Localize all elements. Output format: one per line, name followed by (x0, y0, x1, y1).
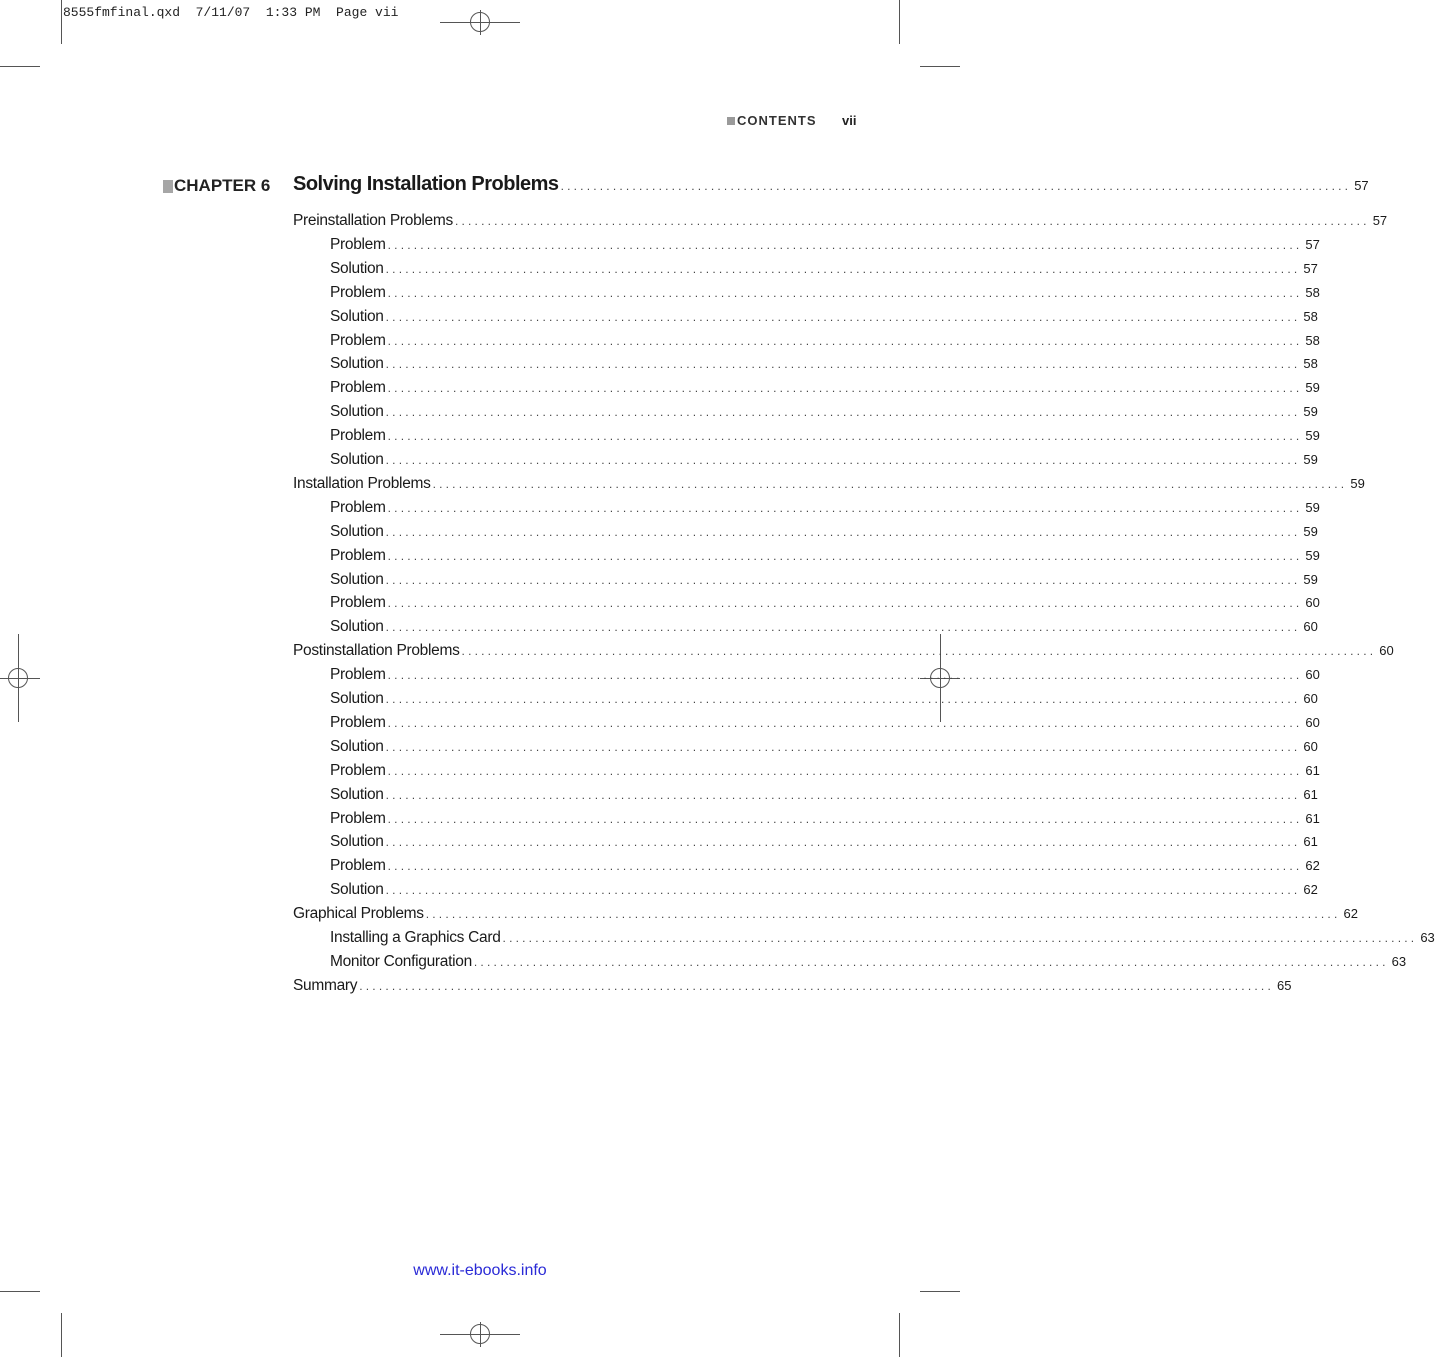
dot-leader: ............................................................................................................................................ (425, 907, 1341, 922)
toc-entry-title: Solution (330, 522, 384, 540)
toc-entry[interactable] (330, 952, 1407, 971)
toc-entry-page: 58 (1305, 332, 1320, 348)
toc-entry-page: 61 (1305, 810, 1320, 826)
dot-leader: ............................................................................................................................................ (385, 453, 1301, 467)
toc-entry[interactable] (330, 498, 1320, 517)
toc-entry-title: Problem (330, 809, 386, 827)
toc-entry-title: Installation Problems (293, 474, 431, 492)
toc-entry-page: 62 (1303, 882, 1318, 898)
toc-entry-page: 59 (1350, 475, 1365, 491)
toc-entry-title: Problem (330, 857, 386, 875)
dot-leader: ............................................................................................................................................ (387, 811, 1303, 826)
toc-entry-title: Solution (330, 881, 384, 899)
dot-leader: ............................................................................................................................................ (385, 261, 1301, 276)
toc-entry-title: Solution (330, 833, 384, 851)
toc-entry[interactable] (293, 976, 1292, 995)
toc-entry[interactable] (330, 355, 1318, 373)
toc-entry[interactable] (330, 618, 1318, 636)
dot-leader: ............................................................................................................................................ (387, 381, 1303, 396)
toc-entry-page: 62 (1343, 906, 1358, 922)
toc-entry[interactable] (330, 833, 1318, 851)
toc-entry[interactable] (330, 881, 1318, 899)
toc-entry[interactable] (330, 570, 1318, 589)
toc-entry-page: 59 (1305, 428, 1320, 444)
toc-entry-title: Solution (330, 737, 384, 755)
toc-entry[interactable] (330, 713, 1320, 732)
toc-entry-title: Solution (330, 690, 384, 707)
header-section-label: CONTENTS (737, 113, 817, 128)
print-slug: 8555fmfinal.qxd 7/11/07 1:33 PM Page vii (63, 5, 399, 20)
toc-entry[interactable] (330, 331, 1320, 350)
toc-entry-page: 57 (1303, 260, 1318, 276)
toc-entry-page: 59 (1303, 404, 1318, 420)
square-bullet-icon (163, 180, 173, 193)
dot-leader: ............................................................................................................................................ (385, 572, 1301, 587)
toc-entry-page: 61 (1303, 786, 1318, 802)
toc-entry-page: 59 (1305, 380, 1320, 396)
toc-entry-title: Solution (330, 451, 384, 468)
toc-entry-title: Monitor Configuration (330, 952, 472, 970)
toc-entry-title: Postinstallation Problems (293, 642, 460, 660)
dot-leader: ............................................................................................................................................ (387, 763, 1303, 778)
dot-leader: ............................................................................................................................................ (461, 644, 1377, 659)
dot-leader: ............................................................................................................................................ (387, 859, 1303, 874)
toc-entry-page: 63 (1420, 930, 1435, 945)
toc-entry[interactable] (330, 283, 1320, 302)
toc-entry-page: 59 (1303, 523, 1318, 539)
dot-leader: ............................................................................................................................................ (385, 524, 1301, 539)
dot-leader: ............................................................................................................................................ (387, 285, 1303, 300)
toc-entry-title: Problem (330, 235, 386, 253)
toc-entry-page: 60 (1303, 738, 1318, 754)
toc-entry-title: Problem (330, 498, 386, 516)
toc-entry-page: 60 (1305, 667, 1320, 683)
toc-entry-title: Problem (330, 546, 386, 564)
toc-entry[interactable] (330, 451, 1318, 469)
toc-entry-page: 60 (1303, 691, 1318, 706)
toc-entry-title: Problem (330, 331, 386, 349)
toc-entry-page: 61 (1303, 834, 1318, 850)
dot-leader: ............................................................................................................................................ (502, 931, 1418, 945)
toc-entry[interactable] (293, 474, 1365, 493)
dot-leader: ............................................................................................................................................ (385, 405, 1301, 420)
toc-entry-title: Solution (330, 403, 384, 421)
toc-entry-page: 59 (1303, 571, 1318, 587)
toc-entry-title: Preinstallation Problems (293, 212, 453, 229)
toc-entry-title: Solution (330, 355, 384, 373)
toc-entry-page: 59 (1305, 499, 1320, 515)
toc-entry[interactable] (330, 427, 1320, 445)
dot-leader: ............................................................................................................................................ (387, 715, 1303, 730)
toc-entry-page: 60 (1305, 714, 1320, 730)
toc-entry-title: Solution (330, 785, 384, 803)
dot-leader: ............................................................................................................................................ (473, 954, 1389, 969)
toc-entry-page: 59 (1305, 547, 1320, 563)
toc-entry-title: Problem (330, 379, 386, 397)
toc-entry-page: 65 (1276, 977, 1292, 993)
dot-leader: ............................................................................................................................................ (359, 978, 1274, 993)
dot-leader: ............................................................................................................................................ (387, 333, 1303, 348)
toc-entry[interactable] (330, 403, 1318, 421)
toc-entry[interactable] (330, 737, 1318, 756)
toc-entry-title: Summary (293, 976, 358, 994)
toc-entry-page: 60 (1379, 643, 1394, 659)
toc-entry[interactable] (330, 307, 1318, 326)
dot-leader: ............................................................................................................................................ (385, 739, 1301, 754)
toc-entry[interactable] (330, 594, 1320, 612)
toc-entry[interactable] (330, 761, 1320, 780)
toc-entry[interactable] (330, 666, 1320, 684)
toc-entry-page: 62 (1305, 858, 1320, 874)
toc-entry[interactable] (330, 690, 1318, 708)
toc-entry-page: 58 (1303, 356, 1318, 372)
toc-entry-title: Solution (330, 618, 384, 636)
dot-leader: ............................................................................................................................................ (385, 309, 1301, 324)
toc-entry-title: Problem (330, 761, 386, 779)
toc-entry[interactable] (330, 857, 1320, 875)
toc-entry-title: Solution (330, 259, 384, 277)
square-bullet-icon (727, 117, 735, 125)
dot-leader: ............................................................................................................................................ (387, 500, 1303, 515)
toc-entry[interactable] (330, 929, 1435, 947)
chapter-label (163, 176, 270, 196)
toc-entry[interactable] (293, 905, 1358, 923)
toc-entry-title: Problem (330, 713, 386, 731)
toc-entry[interactable] (330, 546, 1320, 565)
toc-entry-title: Problem (330, 666, 386, 684)
running-header (727, 113, 817, 128)
toc-entry-page: 63 (1391, 953, 1407, 969)
toc-entry[interactable] (330, 379, 1320, 397)
dot-leader: ............................................................................................................................................ (387, 429, 1303, 444)
toc-entry-page: 60 (1305, 595, 1320, 611)
dot-leader: ............................................................................................................................................ (385, 620, 1301, 635)
toc-entry[interactable] (330, 522, 1318, 541)
dot-leader: ............................................................................................................................................ (385, 835, 1301, 850)
toc-entry-page: 58 (1305, 284, 1320, 300)
header-page-number: vii (842, 113, 857, 128)
toc-entry[interactable] (330, 259, 1318, 278)
toc-entry-title: Graphical Problems (293, 905, 424, 923)
dot-leader: ............................................................................................................................................ (387, 548, 1303, 563)
chapter-page: 57 (1354, 178, 1369, 193)
dot-leader: ............................................................................................................................................ (454, 214, 1370, 228)
dot-leader: ............................................................................................................................................ (387, 596, 1303, 611)
footer-website-link[interactable]: www.it-ebooks.info (413, 1262, 547, 1279)
toc-entry-title: Solution (330, 570, 384, 588)
dot-leader: ............................................................................................................................................ (385, 357, 1301, 372)
dot-leader: ............................................................................................................................................ (385, 692, 1301, 706)
chapter-number: CHAPTER 6 (174, 176, 271, 195)
dot-leader: ......................................................................................................................... (560, 179, 1352, 193)
dot-leader: ............................................................................................................................................ (387, 237, 1303, 252)
toc-entry-page: 59 (1303, 452, 1318, 467)
toc-entry-page: 60 (1303, 619, 1318, 635)
toc-entry-title: Problem (330, 594, 386, 612)
toc-entry-title: Installing a Graphics Card (330, 929, 501, 946)
toc-chapter-row[interactable] (293, 173, 1369, 196)
toc-entry-page: 57 (1305, 236, 1320, 252)
toc-entry-title: Problem (330, 283, 386, 301)
toc-entry[interactable] (330, 809, 1320, 828)
dot-leader: ............................................................................................................................................ (432, 476, 1348, 491)
toc-entry-page: 61 (1305, 762, 1320, 778)
dot-leader: ............................................................................................................................................ (387, 668, 1303, 683)
toc-entry-title: Solution (330, 307, 384, 325)
toc-entry-page: 57 (1372, 213, 1388, 228)
toc-entry[interactable] (293, 212, 1388, 230)
chapter-title: Solving Installation Problems (293, 173, 559, 195)
toc-entry[interactable] (293, 642, 1394, 660)
toc-entry[interactable] (330, 785, 1318, 804)
toc-entry-page: 58 (1303, 308, 1318, 324)
dot-leader: ............................................................................................................................................ (385, 883, 1301, 898)
toc-entry-title: Problem (330, 427, 386, 445)
toc-entry[interactable] (330, 235, 1320, 254)
dot-leader: ............................................................................................................................................ (385, 787, 1301, 802)
